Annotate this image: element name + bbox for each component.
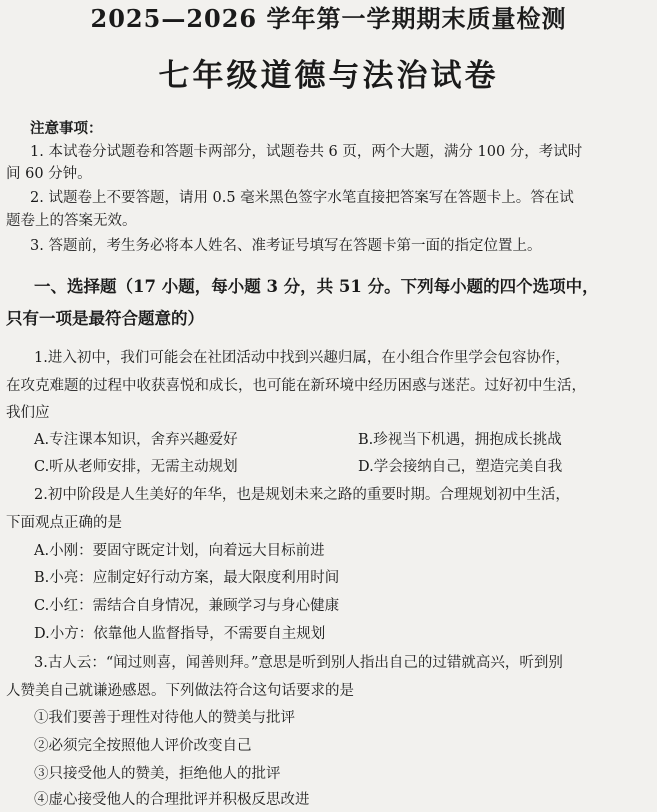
question-1-option-d: D.学会接纳自己，塑造完美自我 bbox=[358, 459, 563, 475]
question-3-stem-cont: 人赞美自己就谦逊感恩。下列做法符合这句话要求的是 bbox=[6, 683, 354, 699]
question-3-item-1: ①我们要善于理性对待他人的赞美与批评 bbox=[34, 710, 295, 726]
notice-item-3: 3. 答题前，考生务必将本人姓名、准考证号填写在答题卡第一面的指定位置上。 bbox=[30, 238, 542, 254]
question-2-option-a: A.小刚：要固守既定计划，向着远大目标前进 bbox=[34, 543, 325, 559]
question-1-stem-cont: 在攻克难题的过程中收获喜悦和成长，也可能在新环境中经历困惑与迷茫。过好初中生活， bbox=[6, 378, 586, 394]
question-1-stem: 1.进入初中，我们可能会在社团活动中找到兴趣归属，在小组合作里学会包容协作， bbox=[34, 350, 570, 366]
notice-item-1-cont: 间 60 分钟。 bbox=[6, 166, 92, 182]
question-2-stem: 2.初中阶段是人生美好的年华，也是规划未来之路的重要时期。合理规划初中生活， bbox=[34, 487, 570, 503]
question-2-option-d: D.小方：依靠他人监督指导，不需要自主规划 bbox=[34, 626, 326, 642]
question-3-item-2: ②必须完全按照他人评价改变自己 bbox=[34, 738, 252, 754]
question-1-option-b: B.珍视当下机遇，拥抱成长挑战 bbox=[358, 432, 562, 448]
notice-item-1: 1. 本试卷分试题卷和答题卡两部分，试题卷共 6 页，两个大题，满分 100 分，考试时 bbox=[30, 144, 583, 160]
notice-item-2-cont: 题卷上的答案无效。 bbox=[6, 213, 137, 229]
exam-title: 2025—2026 学年第一学期期末质量检测 bbox=[90, 4, 567, 33]
question-1-option-c: C.听从老师安排，无需主动规划 bbox=[34, 459, 238, 475]
question-1-option-a: A.专注课本知识，舍弃兴趣爱好 bbox=[34, 432, 238, 448]
question-2-option-b: B.小亮：应制定好行动方案，最大限度利用时间 bbox=[34, 570, 340, 586]
question-3-item-3: ③只接受他人的赞美，拒绝他人的批评 bbox=[34, 766, 281, 782]
section-heading-cont: 只有一项是最符合题意的） bbox=[6, 309, 204, 328]
exam-subtitle: 七年级道德与法治试卷 bbox=[158, 58, 499, 94]
notice-item-2: 2. 试题卷上不要答题，请用 0.5 毫米黑色签字水笔直接把答案写在答题卡上。答在试 bbox=[30, 190, 574, 206]
question-2-option-c: C.小红：需结合自身情况，兼顾学习与身心健康 bbox=[34, 598, 340, 614]
notice-heading: 注意事项： bbox=[30, 120, 103, 137]
question-1-stem-end: 我们应 bbox=[6, 405, 50, 421]
section-heading: 一、选择题（17 小题，每小题 3 分，共 51 分。下列每小题的四个选项中， bbox=[34, 277, 599, 296]
question-3-stem: 3.古人云：“闻过则喜，闻善则拜。”意思是听到别人指出自己的过错就高兴，听到别 bbox=[34, 655, 563, 671]
question-2-stem-cont: 下面观点正确的是 bbox=[6, 515, 122, 531]
question-3-item-4: ④虚心接受他人的合理批评并积极反思改进 bbox=[34, 792, 310, 808]
